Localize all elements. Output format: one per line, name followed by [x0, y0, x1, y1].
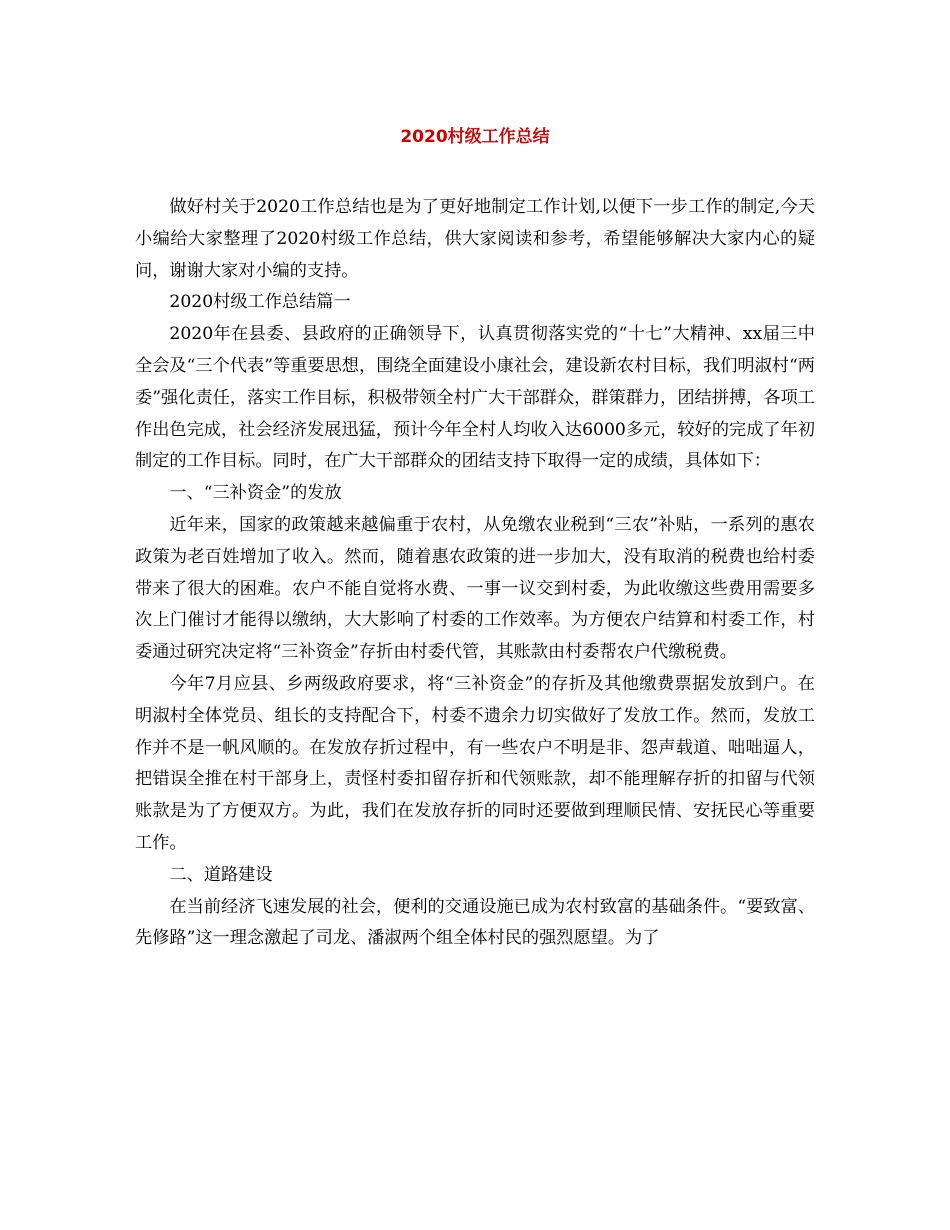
document-title: 2020村级工作总结 — [400, 127, 550, 147]
paragraph-overview: 2020年在县委、县政府的正确领导下，认真贯彻落实党的“十七”大精神、xx届三中全会及“三个代表”等重要思想，围绕全面建设小康社会，建设新农村目标，我们明淑村“两委”强化责任，落实工作目标，积极带领全村广大干部群众，群策群力，团结拼搏，各项工作出色完成，社会经济发展迅猛，预计今年全村人均收入达6000多元，较好的完成了年初制定的工作目标。同时，在广大干部群众的团结支持下取得一定的成绩，具体如下： — [135, 324, 815, 472]
paragraph-intro: 做好村关于2020工作总结也是为了更好地制定工作计划,以便下一步工作的制定,今天小编给大家整理了2020村级工作总结，供大家阅读和参考，希望能够解决大家内心的疑问，谢谢大家对小编的支持。 — [135, 197, 815, 281]
paragraph-subsidy-distribution: 今年7月应县、乡两级政府要求，将“三补资金”的存折及其他缴费票据发放到户。在明淑村全体党员、组长的支持配合下，村委不遗余力切实做好了发放工作。然而，发放工作并不是一帆风顺的。在发放存折过程中，有一些农户不明是非、怨声载道、咄咄逼人，把错误全推在村干部身上，责怪村委扣留存折和代领账款，却不能理解存折的扣留与代领账款是为了方便双方。为此，我们在发放存折的同时还要做到理顺民情、安抚民心等重要工作。 — [135, 673, 815, 853]
paragraph-road: 在当前经济飞速发展的社会，便利的交通设施已成为农村致富的基础条件。“要致富、先修路”这一理念激起了司龙、潘淑两个组全体村民的强烈愿望。为了 — [135, 896, 815, 949]
section-heading-part-one: 2020村级工作总结篇一 — [169, 292, 351, 313]
document-body — [135, 192, 815, 955]
paragraph-subsidy-background: 近年来，国家的政策越来越偏重于农村，从免缴农业税到“三农”补贴，一系列的惠农政策为老百姓增加了收入。然而，随着惠农政策的进一步加大，没有取消的税费也给村委带来了很大的困难。农户不能自觉将水费、一事一议交到村委，为此收缴这些费用需要多次上门催讨才能得以缴纳，大大影响了村委的工作效率。为方便农户结算和村委工作，村委通过研究决定将“三补资金”存折由村委代管，其账款由村委帮农户代缴税费。 — [135, 514, 815, 663]
section-heading-road: 二、道路建设 — [169, 864, 273, 885]
section-heading-subsidy: 一、“三补资金”的发放 — [169, 483, 342, 504]
